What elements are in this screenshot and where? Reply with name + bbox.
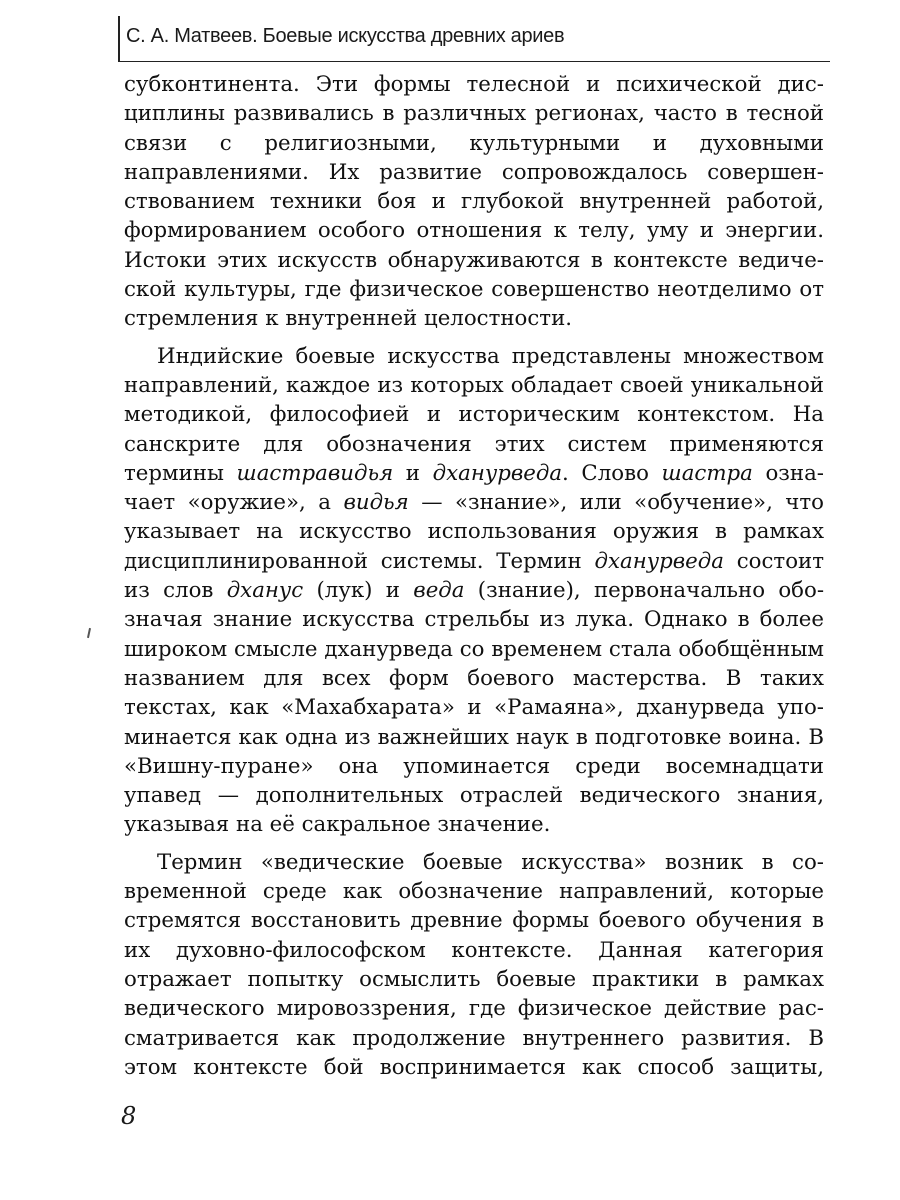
running-head bbox=[118, 16, 830, 62]
paragraph-3 bbox=[124, 848, 824, 1082]
term-dhanurveda: дханурведа bbox=[432, 460, 563, 486]
paragraph-2-text-5: — «знание», или «обучение», что указывает на искусство использования оружия в рамках дисциплинированной системы. Термин bbox=[124, 490, 824, 574]
term-dhanurveda-2: дханурведа bbox=[594, 548, 724, 574]
paragraph-2-text-1: Индийские боевые искусства представлены множеством направлений, каждое из которых обладает своей уникальной методикой, философией и историческим контекстом. На санскрите для обозначения этих систем применяются термины bbox=[124, 343, 824, 486]
paragraph-2-text-7: (лук) и bbox=[303, 578, 414, 604]
term-dhanus: дханус bbox=[226, 578, 304, 604]
paragraph-2-text-4: означает «оружие», а bbox=[124, 460, 824, 516]
term-shastravidya: шастравидья bbox=[236, 460, 394, 486]
scan-speck bbox=[87, 628, 91, 638]
term-vidya: видья bbox=[343, 490, 409, 516]
paragraph-2-text-2: и bbox=[393, 460, 433, 486]
paragraph-2-text-3: . Слово bbox=[562, 460, 662, 486]
paragraph-1 bbox=[124, 70, 824, 334]
page-number: 8 bbox=[121, 1102, 137, 1130]
running-head-title: С. А. Матвеев. Боевые искусства древних ариев bbox=[126, 25, 565, 47]
paragraph-1-text: субконтинента. Эти формы телесной и психической дисциплины развивались в различных регионах, часто в тесной связи с религиозными, культурными и духовными направлениями. Их развитие сопровождалось совершенствованием техники боя и глубокой внутренней работой, формированием особого отношения к телу, уму и энергии. Истоки этих искусств обнаруживаются в контексте ведической культуры, где физическое совершенство неотделимо от стремления к внутренней целостности. bbox=[124, 72, 824, 332]
paragraph-2-text-6: состоит из слов bbox=[124, 548, 824, 604]
running-head-rule bbox=[118, 16, 120, 62]
term-shastra: шастра bbox=[661, 460, 753, 486]
term-veda: веда bbox=[413, 578, 465, 604]
body-text bbox=[124, 70, 824, 1090]
paragraph-2 bbox=[124, 342, 824, 840]
paragraph-2-text-8: (знание), первоначально обозначая знание искусства стрельбы из лука. Однако в более широком смысле дханурведа со временем стала обобщённым названием для всех форм боевого мастерства. В таких текстах, как «Махабхарата» и «Рамаяна», дханурведа упоминается как одна из важнейших наук в подготовке воина. В «Вишну-пуране» она упоминается среди восемнадцати упавед — дополнительных отраслей ведического знания, указывая на её сакральное значение. bbox=[124, 578, 825, 838]
paragraph-3-text: Термин «ведические боевые искусства» возник в современной среде как обозначение направлений, которые стремятся восстановить древние формы боевого обучения в их духовно-философском контексте. Данная категория отражает попытку осмыслить боевые практики в рамках ведического мировоззрения, где физическое действие рассматривается как продолжение внутреннего развития. В этом контексте бой воспринимается как способ защиты, bbox=[124, 849, 824, 1080]
